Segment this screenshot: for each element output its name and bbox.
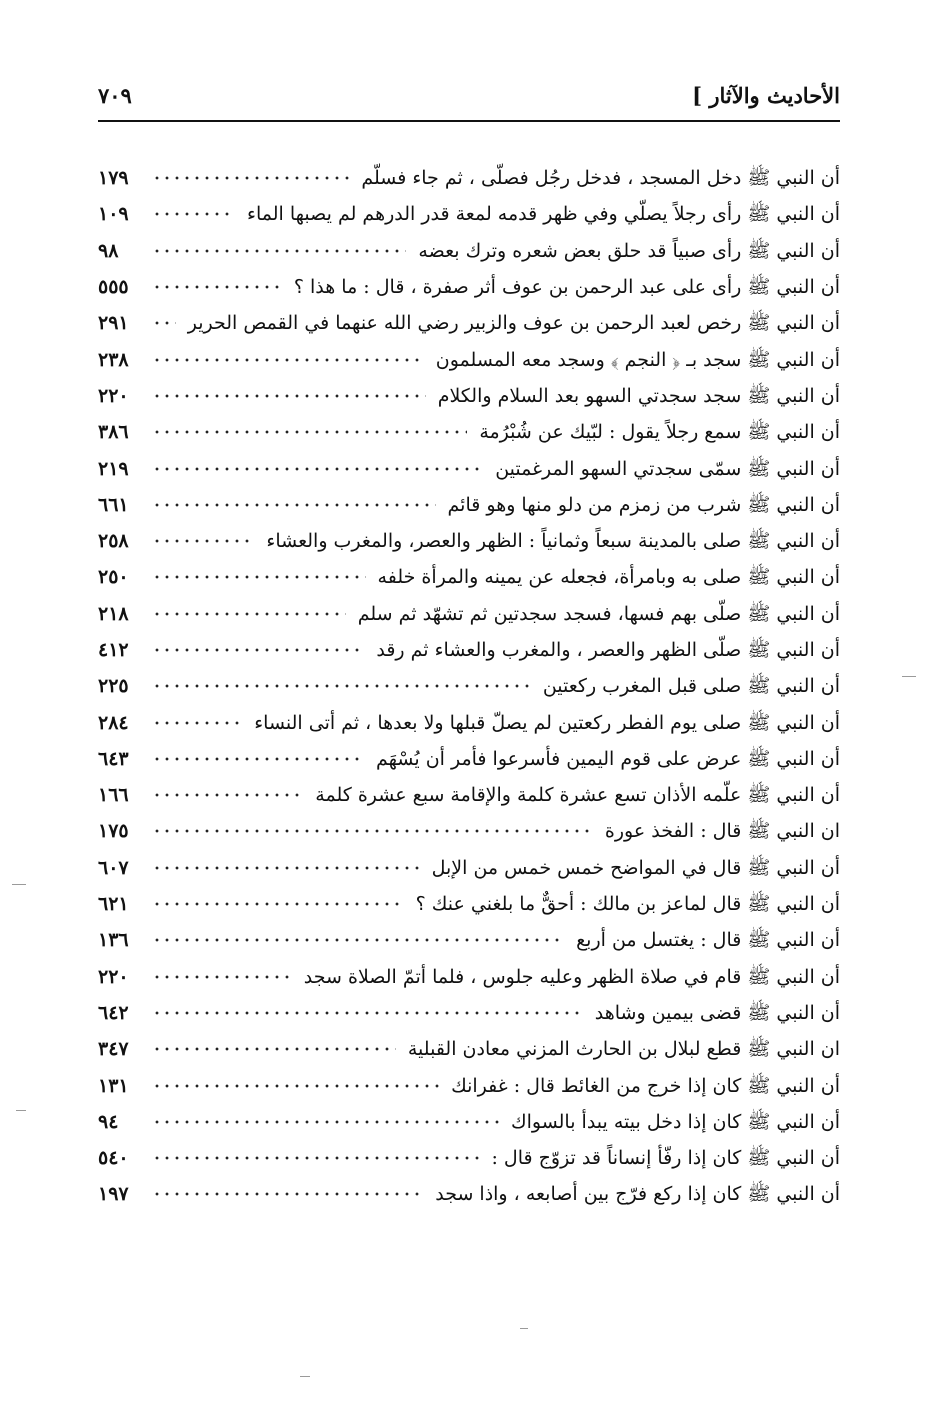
entry-text: أن النبي ﷺ صلى يوم الفطر ركعتين لم يصلّ قبلها ولا بعدها ، ثم أتى النساء [254,711,840,734]
index-entry [98,1176,840,1212]
index-entry [98,1067,840,1103]
entry-page-number: ٢٣٨ [98,348,129,371]
entry-page-number: ١٣٦ [98,929,129,952]
entry-page-number: ١٧٩ [98,167,129,190]
index-entry [98,487,840,523]
entry-page-number: ٢٢٠ [98,384,129,407]
entry-text: أن النبي ﷺ عرض على قوم اليمين فأسرعوا فأمر أن يُسْهَم [376,747,840,770]
dot-leader [152,249,406,253]
dot-leader [152,212,235,216]
index-entry [98,596,840,632]
entry-page-number: ٢٥٨ [98,530,129,553]
entry-text: أن النبي ﷺ كان إذا خرج من الغائط قال : غفرانك [451,1074,840,1097]
index-entry [98,922,840,958]
entry-text: أن النبي ﷺ سمّى سجدتي السهو المرغمتين [495,457,840,480]
entry-text: أن النبي ﷺ صلى بالمدينة سبعاً وثمانياً : الظهر والعصر، والمغرب والعشاء [266,530,840,553]
index-entry [98,668,840,704]
running-title: الأحاديث والآثار ] [692,82,840,108]
index-entry [98,450,840,486]
entry-page-number: ١٦٦ [98,784,129,807]
dot-leader [152,721,242,725]
index-entry [98,741,840,777]
dot-leader [152,285,282,289]
entry-page-number: ١٣١ [98,1074,129,1097]
entry-text: أن النبي ﷺ شرب من زمزم من دلو منها وهو قائم [447,493,840,516]
entry-text: أن النبي ﷺ قال في المواضح خمس خمس من الإبل [431,856,840,879]
index-entry [98,959,840,995]
entry-text: أن النبي ﷺ رخص لعبد الرحمن بن عوف والزبير رضي الله عنهما في القمص الحرير [187,312,840,335]
dot-leader [152,1192,423,1196]
entry-page-number: ٢٢٠ [98,965,129,988]
entry-text: أن النبي ﷺ قال لماعز بن مالك : أحقٌّ ما بلغني عنك ؟ [415,893,840,916]
entry-text: أن النبي ﷺ رأى على عبد الرحمن بن عوف أثر صفرة ، قال : ما هذا ؟ [293,276,840,299]
entry-text: أن النبي ﷺ قضى بيمين وشاهد [594,1001,840,1024]
page-number: ٧٠٩ [98,82,132,108]
entry-page-number: ٦٢١ [98,893,129,916]
index-entry [98,777,840,813]
dot-leader [152,1011,583,1015]
dot-leader [152,1047,396,1051]
dot-leader [152,176,349,180]
index-entry [98,233,840,269]
index-list [98,160,840,1213]
entry-page-number: ٢٩١ [98,312,129,335]
index-entry [98,1104,840,1140]
entry-page-number: ٦٦١ [98,493,129,516]
entry-page-number: ٤١٢ [98,639,129,661]
dot-leader [152,757,364,761]
entry-page-number: ١٧٥ [98,820,129,843]
dot-leader [152,829,593,833]
scan-speck [300,1376,310,1377]
index-entry [98,160,840,196]
entry-text: أن النبي ﷺ سجد سجدتي السهو بعد السلام والكلام [437,384,840,407]
entry-page-number: ٣٨٦ [98,421,129,444]
entry-page-number: ٥٤٠ [98,1147,129,1170]
entry-page-number: ٩٤ [98,1110,119,1133]
entry-text: أن النبي ﷺ صلّى الظهر والعصر ، والمغرب والعشاء ثم رقد [376,639,840,661]
entry-text: أن النبي ﷺ علّمه الأذان تسع عشرة كلمة والإقامة سبع عشرة كلمة [315,784,840,807]
entry-page-number: ٦٤٢ [98,1001,129,1024]
entry-page-number: ٣٤٧ [98,1038,129,1061]
entry-text: أن النبي ﷺ كان إذا رفّأ إنساناً قد تزوّج قال : [491,1147,840,1170]
dot-leader [152,321,176,325]
index-entry [98,269,840,305]
entry-text: أن النبي ﷺ قام في صلاة الظهر وعليه جلوس ، فلما أتمّ الصلاة سجد [303,965,840,988]
header-rule [98,120,840,122]
entry-text: أن النبي ﷺ رأى صبياً قد حلق بعض شعره وترك بعضه [418,239,840,262]
index-entry [98,995,840,1031]
index-entry [98,1031,840,1067]
entry-text: أن النبي ﷺ كان إذا ركع فرّج بين أصابعه ، واذا سجد [435,1183,840,1206]
entry-page-number: ٦٠٧ [98,856,129,879]
index-entry [98,414,840,450]
entry-page-number: ١٩٧ [98,1183,129,1206]
entry-text: أن النبي ﷺ رأى رجلاً يصلّي وفي ظهر قدمه لمعة قدر الدرهم لم يصبها الماء [247,203,840,226]
index-entry [98,850,840,886]
index-entry [98,632,840,668]
entry-text: أن النبي ﷺ صلى قبل المغرب ركعتين [542,675,840,698]
index-entry [98,1140,840,1176]
dot-leader [152,358,424,362]
dot-leader [152,1156,479,1160]
dot-leader [152,430,467,434]
entry-text: أن النبي ﷺ صلّى بهم فسها، فسجد سجدتين ثم تشهّد ثم سلم [357,602,840,625]
index-entry [98,704,840,740]
scan-speck [16,1110,26,1111]
entry-text: أن النبي ﷺ سمع رجلاً يقول : لبّيك عن شُبْرُمة [479,421,840,444]
dot-leader [152,1084,439,1088]
dot-leader [152,866,420,870]
entry-page-number: ٩٨ [98,239,119,262]
dot-leader [152,394,426,398]
index-entry [98,813,840,849]
dot-leader [152,503,436,507]
dot-leader [152,612,346,616]
entry-page-number: ٢١٨ [98,602,129,625]
dot-leader [152,684,531,688]
dot-leader [152,793,303,797]
index-entry [98,305,840,341]
scan-speck [902,676,916,677]
index-entry [98,523,840,559]
entry-page-number: ١٠٩ [98,203,129,226]
page-header [98,78,840,112]
index-entry [98,886,840,922]
dot-leader [152,539,254,543]
dot-leader [152,975,292,979]
index-entry [98,378,840,414]
dot-leader [152,902,404,906]
dot-leader [152,938,564,942]
entry-page-number: ٦٤٣ [98,747,129,770]
dot-leader [152,467,483,471]
dot-leader [152,1120,499,1124]
entry-text: أن النبي ﷺ كان إذا دخل بيته يبدأ بالسواك [510,1110,840,1133]
entry-page-number: ٢٢٥ [98,675,129,698]
scan-speck [12,884,26,885]
index-entry [98,341,840,377]
entry-text: أن النبي ﷺ دخل المسجد ، فدخل رجُل فصلّى ، ثم جاء فسلّم [361,167,840,190]
entry-page-number: ٢١٩ [98,457,129,480]
scan-speck [520,1328,528,1329]
dot-leader [152,575,366,579]
index-entry [98,196,840,232]
entry-page-number: ٢٥٠ [98,566,129,589]
entry-text: ان النبي ﷺ قطع لبلال بن الحارث المزني معادن القبلية [407,1038,840,1061]
entry-page-number: ٥٥٥ [98,276,129,299]
index-entry [98,559,840,595]
entry-page-number: ٢٨٤ [98,711,129,734]
entry-text: أن النبي ﷺ سجد بـ ﴿ النجم ﴾ وسجد معه المسلمون [435,348,840,371]
entry-text: أن النبي ﷺ قال : يغتسل من أربع [576,929,840,952]
entry-text: أن النبي ﷺ صلى به وبامرأة، فجعله عن يمينه والمرأة خلفه [377,566,840,589]
dot-leader [152,648,364,652]
entry-text: ان النبي ﷺ قال : الفخذ عورة [604,820,840,843]
